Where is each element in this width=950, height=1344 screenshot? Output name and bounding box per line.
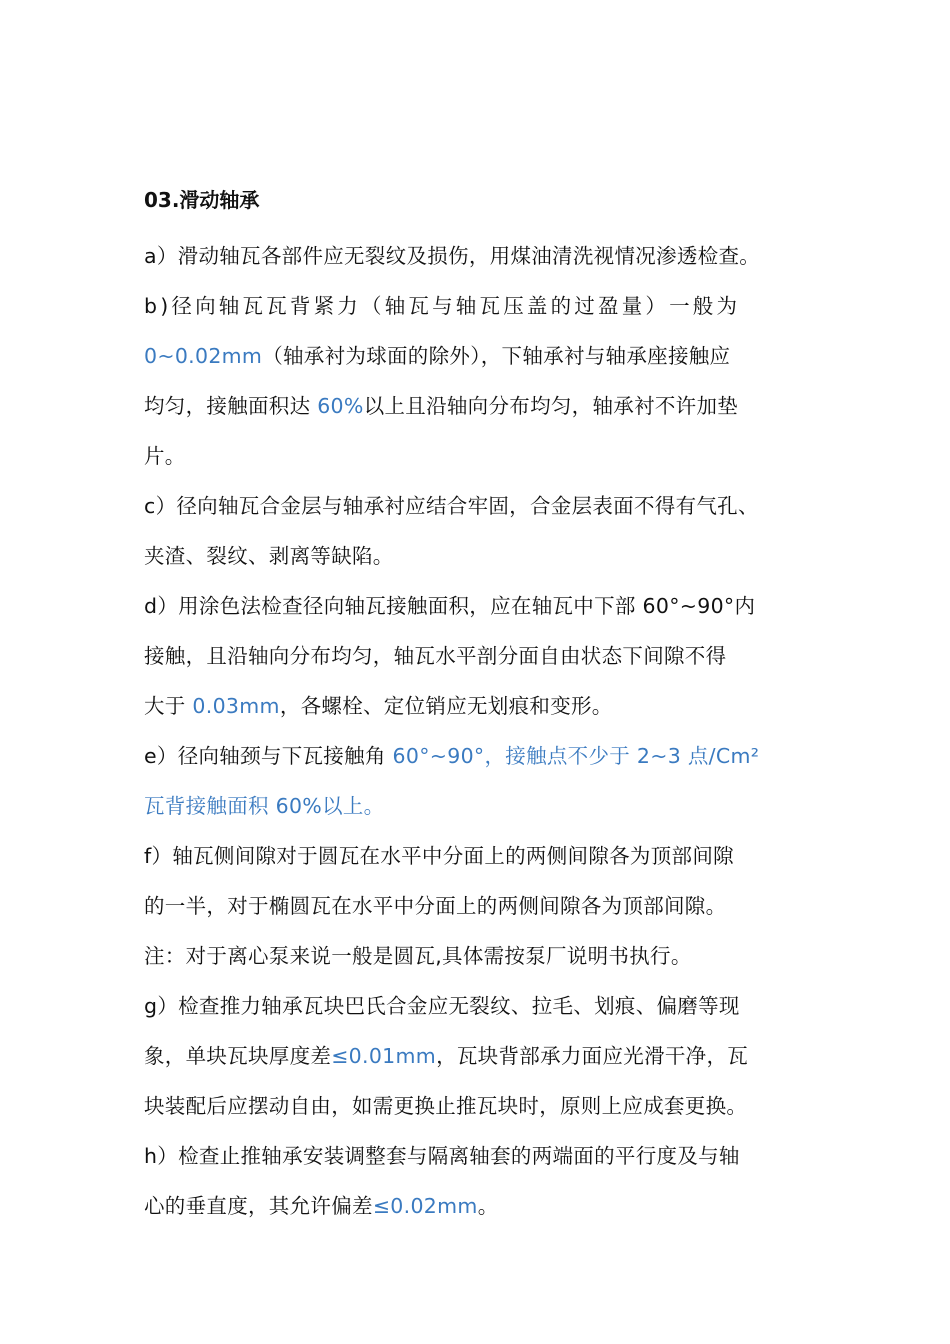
highlighted-value: 60%: [317, 394, 364, 418]
text-run: 心的垂直度，其允许偏差: [144, 1194, 373, 1218]
document-body: [144, 182, 812, 1231]
text-run: 均匀，接触面积达: [144, 394, 318, 418]
text-run: d）用涂色法检查径向轴瓦接触面积，应在轴瓦中下部 60°~90°内: [144, 594, 756, 618]
text-line: [144, 1081, 812, 1131]
text-line: [144, 981, 812, 1031]
text-run: c）径向轴瓦合金层与轴承衬应结合牢固，合金层表面不得有气孔、: [144, 494, 759, 518]
text-line: [144, 581, 812, 631]
highlighted-value: ≤0.01mm: [331, 1044, 437, 1068]
text-run: 的一半，对于椭圆瓦在水平中分面上的两侧间隙各为顶部间隙。: [144, 894, 727, 918]
text-line: [144, 781, 812, 831]
text-run: 注：对于离心泵来说一般是圆瓦,具体需按泵厂说明书执行。: [144, 944, 692, 968]
text-run: 大于: [144, 694, 193, 718]
text-line: [144, 331, 812, 381]
text-run: g）检查推力轴承瓦块巴氏合金应无裂纹、拉毛、划痕、偏磨等现: [144, 994, 740, 1018]
text-run: ，瓦块背部承力面应光滑干净，瓦: [436, 1044, 749, 1068]
text-line: [144, 681, 812, 731]
highlighted-value: 0~0.02mm: [144, 344, 263, 368]
highlighted-value: 0.03mm: [192, 694, 280, 718]
highlighted-value: ≤0.02mm: [372, 1194, 478, 1218]
text-run: f）轴瓦侧间隙对于圆瓦在水平中分面上的两侧间隙各为顶部间隙: [144, 844, 734, 868]
text-line: [144, 931, 812, 981]
text-run: 夹渣、裂纹、剥离等缺陷。: [144, 544, 394, 568]
text-line: [144, 631, 812, 681]
highlighted-value: 瓦背接触面积 60%以上。: [144, 794, 385, 818]
section-heading: 03.滑动轴承: [144, 188, 260, 212]
text-line: [144, 731, 812, 781]
text-run: h）检查止推轴承安装调整套与隔离轴套的两端面的平行度及与轴: [144, 1144, 740, 1168]
text-line: [144, 1131, 812, 1181]
text-run: 。: [477, 1194, 499, 1218]
text-run: 接触，且沿轴向分布均匀，轴瓦水平剖分面自由状态下间隙不得: [144, 644, 727, 668]
text-run: e）径向轴颈与下瓦接触角: [144, 744, 393, 768]
highlighted-value: 60°~90°，接触点不少于 2~3 点/Cm²: [392, 744, 760, 768]
text-line: [144, 431, 812, 481]
text-run: 以上且沿轴向分布均匀，轴承衬不许加垫: [363, 394, 739, 418]
text-run: ，各螺栓、定位销应无划痕和变形。: [279, 694, 613, 718]
text-line: [144, 281, 812, 331]
text-line: [144, 881, 812, 931]
text-run: b)径向轴瓦瓦背紧力（轴瓦与轴瓦压盖的过盈量）一般为: [144, 294, 741, 318]
text-line: [144, 481, 812, 531]
text-line: [144, 231, 812, 281]
text-line: [144, 381, 812, 431]
paragraph-lines: [144, 231, 812, 1231]
text-line: [144, 1181, 812, 1231]
text-line: [144, 831, 812, 881]
text-line: [144, 1031, 812, 1081]
text-line: [144, 531, 812, 581]
text-run: 象，单块瓦块厚度差: [144, 1044, 332, 1068]
text-run: （轴承衬为球面的除外），下轴承衬与轴承座接触应: [262, 344, 731, 368]
text-run: a）滑动轴瓦各部件应无裂纹及损伤，用煤油清洗视情况渗透检查。: [144, 244, 761, 268]
text-run: 片。: [144, 444, 186, 468]
text-run: 块装配后应摆动自由，如需更换止推瓦块时，原则上应成套更换。: [144, 1094, 748, 1118]
